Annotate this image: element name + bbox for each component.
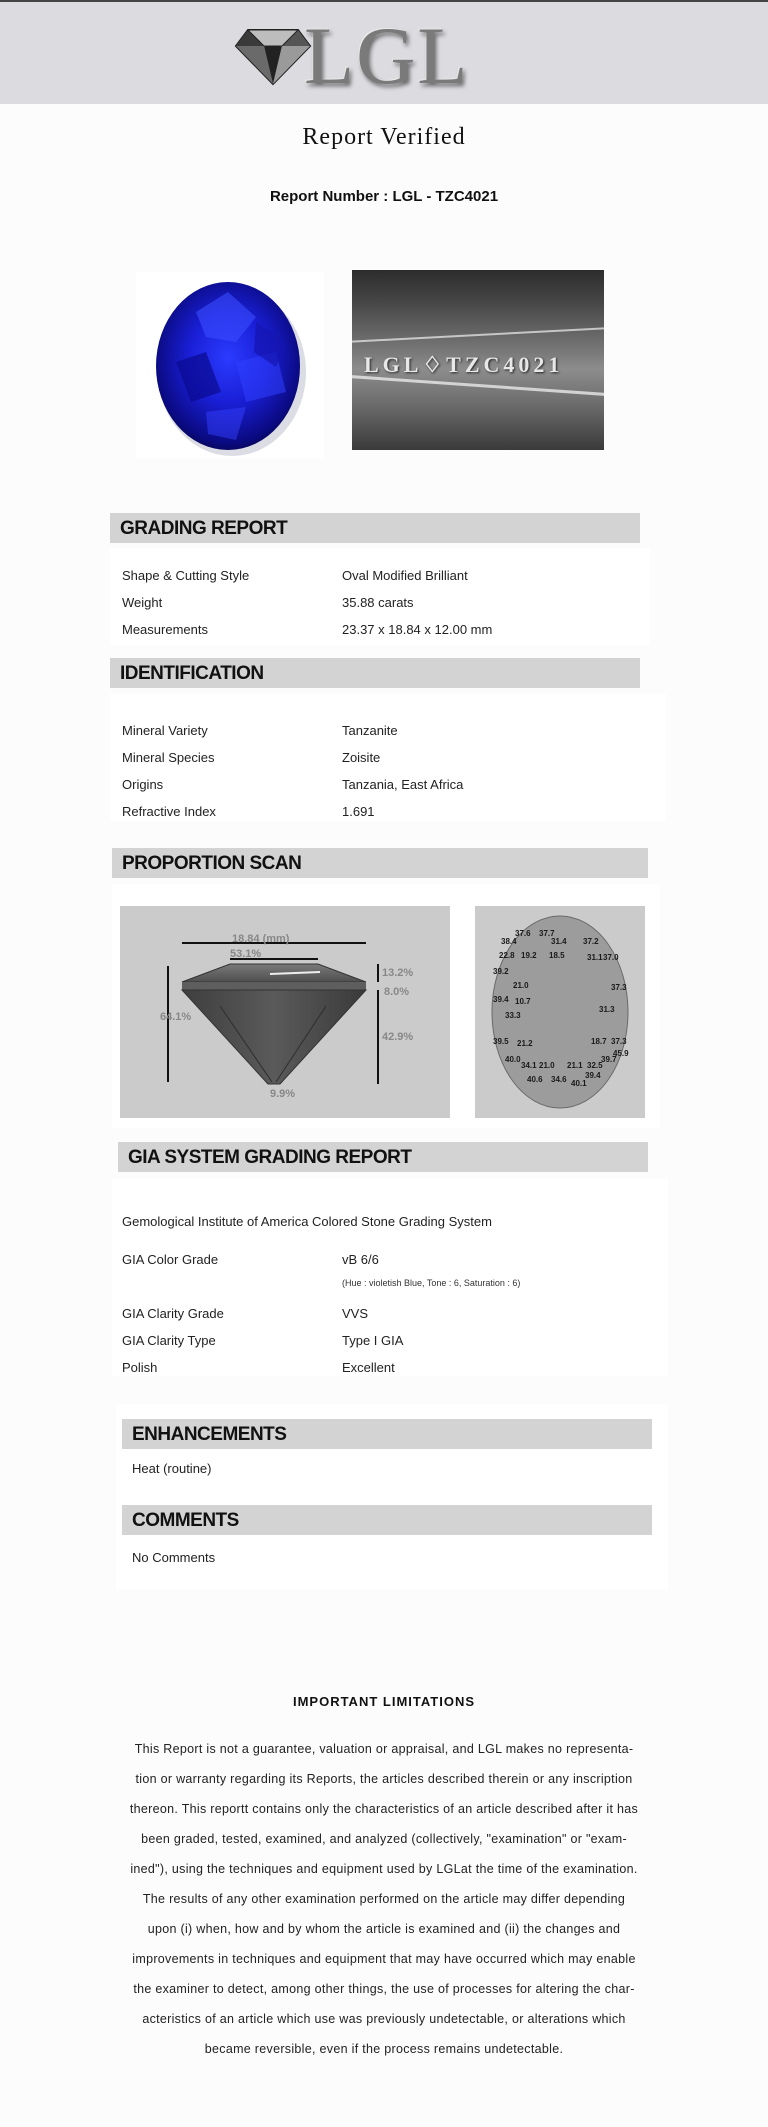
polish-label: Polish	[122, 1360, 158, 1375]
top-view-value: 10.7	[515, 997, 531, 1006]
top-view-value: 37.0	[603, 953, 619, 962]
refractive-index-label: Refractive Index	[122, 804, 216, 819]
shape-label: Shape & Cutting Style	[122, 568, 250, 583]
limitations-line: This Report is not a guarantee, valuation or appraisal, and LGL makes no representa-	[134, 1742, 634, 1756]
limitations-line: improvements in techniques and equipment that may have occurred which may enable	[132, 1952, 636, 1966]
report-number: Report Number : LGL - TZC4021	[269, 188, 499, 205]
top-view-value: 40.0	[505, 1055, 521, 1064]
identification-heading: IDENTIFICATION	[120, 663, 264, 684]
enhancements-heading: ENHANCEMENTS	[132, 1424, 287, 1445]
gia-heading: GIA SYSTEM GRADING REPORT	[128, 1147, 412, 1168]
inscription-text: LGL♢TZC4021	[364, 352, 564, 377]
width-label: 18.84 (mm)	[232, 933, 290, 945]
top-view-value: 45.9	[613, 1049, 629, 1058]
top-view-value: 18.7	[591, 1037, 607, 1046]
top-view-value: 31.1	[587, 953, 603, 962]
top-view-value: 21.0	[539, 1061, 555, 1070]
mineral-species-label: Mineral Species	[122, 750, 215, 765]
top-view-value: 38.4	[501, 937, 517, 946]
top-view-value: 34.1	[521, 1061, 537, 1070]
inscription-photo	[352, 270, 604, 450]
top-view-value: 18.5	[549, 951, 565, 960]
top-view-value: 22.8	[499, 951, 515, 960]
culet-label: 9.9%	[270, 1088, 296, 1100]
top-view-value: 19.2	[521, 951, 537, 960]
top-view-value: 37.7	[539, 929, 555, 938]
limitations-line: tion or warranty regarding its Reports, the articles described therein or any inscription	[135, 1772, 633, 1786]
header-bar	[0, 0, 768, 104]
origins-label: Origins	[122, 777, 164, 792]
top-view-diagram	[475, 906, 645, 1118]
table-label: 53.1%	[230, 948, 262, 960]
limitations-line: acteristics of an article which use was previously undetectable, or alterations which	[142, 2012, 626, 2026]
gia-color-note: (Hue : violetish Blue, Tone : 6, Saturation : 6)	[342, 1278, 521, 1288]
crown-label: 13.2%	[382, 967, 414, 979]
comments-heading: COMMENTS	[132, 1510, 239, 1531]
lgl-logo	[234, 10, 494, 101]
polish-value: Excellent	[342, 1360, 395, 1375]
gia-system-text: Gemological Institute of America Colored Stone Grading System	[122, 1214, 492, 1229]
top-view-value: 40.1	[571, 1079, 587, 1088]
diamond-icon	[234, 24, 312, 86]
limitations-line: the examiner to detect, among other things, the use of processes for altering the char-	[133, 1982, 635, 1996]
comments-header	[122, 1505, 652, 1535]
gia-color-grade-label: GIA Color Grade	[122, 1252, 219, 1267]
limitations-body	[118, 1734, 650, 2064]
top-view-value: 34.6	[551, 1075, 567, 1084]
limitations-heading: IMPORTANT LIMITATIONS	[292, 1694, 476, 1709]
logo-text: LGL	[304, 10, 470, 101]
gia-clarity-grade-label: GIA Clarity Grade	[122, 1306, 224, 1321]
shape-value: Oval Modified Brilliant	[342, 568, 468, 583]
top-view-value: 21.0	[513, 981, 529, 990]
girdle-line	[352, 327, 604, 343]
top-view-value: 37.2	[583, 937, 599, 946]
top-view-value: 39.5	[493, 1037, 509, 1046]
top-view-value: 37.6	[515, 929, 531, 938]
grading-report-heading: GRADING REPORT	[120, 518, 288, 539]
proportion-scan-heading: PROPORTION SCAN	[122, 853, 302, 874]
mineral-variety-label: Mineral Variety	[122, 723, 208, 738]
gia-panel	[112, 1178, 668, 1376]
top-view-value: 31.3	[599, 1005, 615, 1014]
top-view-value: 21.2	[517, 1039, 533, 1048]
limitations-line: ined"), using the techniques and equipment used by LGLat the time of the examination.	[130, 1862, 638, 1876]
limitations-line: upon (i) when, how and by whom the article is examined and (ii) the changes and	[147, 1922, 621, 1936]
weight-value: 35.88 carats	[342, 595, 414, 610]
measurements-value: 23.37 x 18.84 x 12.00 mm	[342, 622, 493, 637]
limitations-line: became reversible, even if the process remains undetectable.	[204, 2042, 564, 2056]
gia-color-grade-value: vB 6/6	[342, 1252, 379, 1267]
measurements-label: Measurements	[122, 622, 208, 637]
refractive-index-value: 1.691	[342, 804, 375, 819]
identification-header	[110, 658, 640, 688]
gia-clarity-type-value: Type I GIA	[342, 1333, 404, 1348]
comments-value: No Comments	[132, 1550, 216, 1565]
top-view-value: 32.5	[587, 1061, 603, 1070]
origins-value: Tanzania, East Africa	[342, 777, 464, 792]
gia-header	[118, 1142, 648, 1172]
weight-label: Weight	[122, 595, 163, 610]
mineral-species-value: Zoisite	[342, 750, 381, 765]
page-title: Report Verified	[302, 124, 466, 150]
limitations-line: thereon. This reportt contains only the characteristics of an article described after it has	[129, 1802, 639, 1816]
gia-clarity-grade-value: VVS	[342, 1306, 369, 1321]
top-view-value: 21.1	[567, 1061, 583, 1070]
top-view-value: 37.3	[611, 983, 627, 992]
enhancements-value: Heat (routine)	[132, 1461, 212, 1476]
girdle-label: 8.0%	[384, 986, 410, 998]
top-view-value: 40.6	[527, 1075, 543, 1084]
top-view-value: 37.3	[611, 1037, 627, 1046]
gem-photo	[136, 272, 324, 458]
side-profile-diagram	[120, 906, 450, 1118]
depth-label: 64.1%	[160, 1011, 192, 1023]
limitations-line: The results of any other examination performed on the article may differ depending	[142, 1892, 626, 1906]
top-view-value: 39.2	[493, 967, 509, 976]
grading-report-panel	[110, 548, 650, 646]
top-view-value: 39.7	[601, 1055, 617, 1064]
proportion-scan-header	[112, 848, 648, 878]
enhancements-header	[122, 1419, 652, 1449]
top-view-value: 39.4	[493, 995, 509, 1004]
pavilion-label: 42.9%	[382, 1031, 414, 1043]
top-view-value: 31.4	[551, 937, 567, 946]
top-view-value: 33.3	[505, 1011, 521, 1020]
identification-panel	[110, 694, 666, 822]
top-view-value: 39.4	[585, 1071, 601, 1080]
gia-clarity-type-label: GIA Clarity Type	[122, 1333, 216, 1348]
limitations-line: been graded, tested, examined, and analyzed (collectively, "examination" or "exam-	[141, 1832, 627, 1846]
grading-report-header	[110, 513, 640, 543]
mineral-variety-value: Tanzanite	[342, 723, 398, 738]
